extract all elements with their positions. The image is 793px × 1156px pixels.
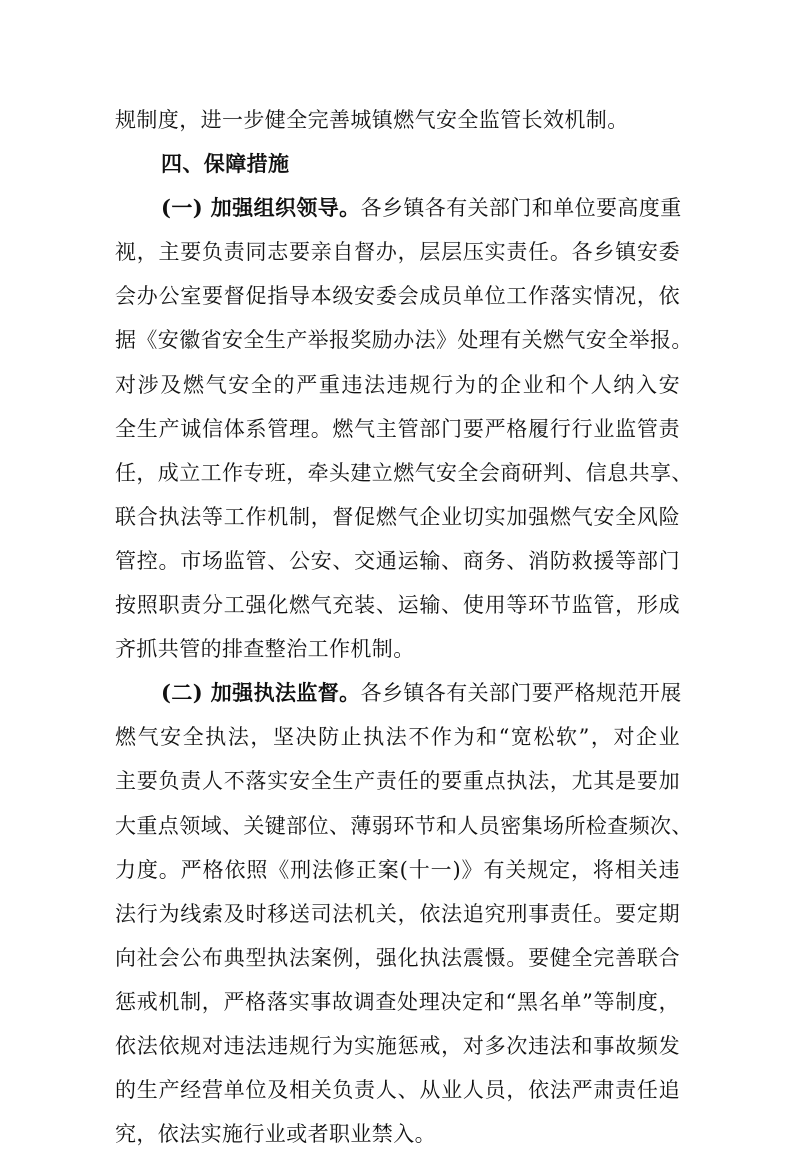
body-line: 依法依规对违法违规行为实施惩戒，对多次违法和事故频发 — [115, 1033, 680, 1058]
subsection-title: (二) 加强执法监督。 — [161, 680, 361, 706]
body-line: 对涉及燃气安全的严重违法违规行为的企业和个人纳入安 — [115, 372, 680, 397]
body-line: 法行为线索及时移送司法机关，依法追究刑事责任。要定期 — [115, 901, 680, 926]
body-line: 任，成立工作专班，牵头建立燃气安全会商研判、信息共享、 — [115, 460, 693, 485]
body-line: 齐抓共管的排查整治工作机制。 — [115, 637, 415, 662]
document-body — [115, 98, 693, 1156]
body-line: 会办公室要督促指导本级安委会成员单位工作落实情况，依 — [115, 284, 680, 309]
body-line: 据《安徽省安全生产举报奖励办法》处理有关燃气安全举报。 — [115, 328, 693, 353]
body-line: 视，主要负责同志要亲自督办，层层压实责任。各乡镇安委 — [115, 240, 680, 265]
body-line: 惩戒机制，严格落实事故调查处理决定和“黑名单”等制度， — [115, 989, 680, 1014]
body-line: 联合执法等工作机制，督促燃气企业切实加强燃气安全风险 — [115, 504, 680, 529]
body-line: 全生产诚信体系管理。燃气主管部门要严格履行行业监管责 — [115, 416, 680, 441]
body-line: 的生产经营单位及相关负责人、从业人员，依法严肃责任追 — [115, 1078, 680, 1103]
body-line: 究，依法实施行业或者职业禁入。 — [115, 1122, 436, 1147]
body-text: 各乡镇各有关部门要严格规范开展 — [360, 681, 682, 706]
body-line: 按照职责分工强化燃气充装、运输、使用等环节监管，形成 — [115, 593, 680, 618]
section-heading: 四、保障措施 — [161, 152, 290, 177]
body-line: 大重点领域、关键部位、薄弱环节和人员密集场所检查频次、 — [115, 813, 693, 838]
subsection-title: (一) 加强组织领导。 — [161, 195, 361, 221]
body-line: 向社会公布典型执法案例，强化执法震慑。要健全完善联合 — [115, 945, 680, 970]
body-line: 主要负责人不落实安全生产责任的要重点执法，尤其是要加 — [115, 769, 680, 794]
body-line: 管控。市场监管、公安、交通运输、商务、消防救援等部门 — [115, 548, 680, 573]
body-text: 各乡镇各有关部门和单位要高度重 — [360, 196, 682, 221]
paragraph-first-line — [115, 671, 680, 715]
body-line: 燃气安全执法，坚决防止执法不作为和“宽松软”，对企业 — [115, 725, 680, 750]
paragraph-first-line — [115, 186, 680, 230]
body-line: 规制度，进一步健全完善城镇燃气安全监管长效机制。 — [115, 108, 629, 132]
body-line: 力度。严格依照《刑法修正案(十一)》有关规定，将相关违 — [115, 857, 680, 882]
